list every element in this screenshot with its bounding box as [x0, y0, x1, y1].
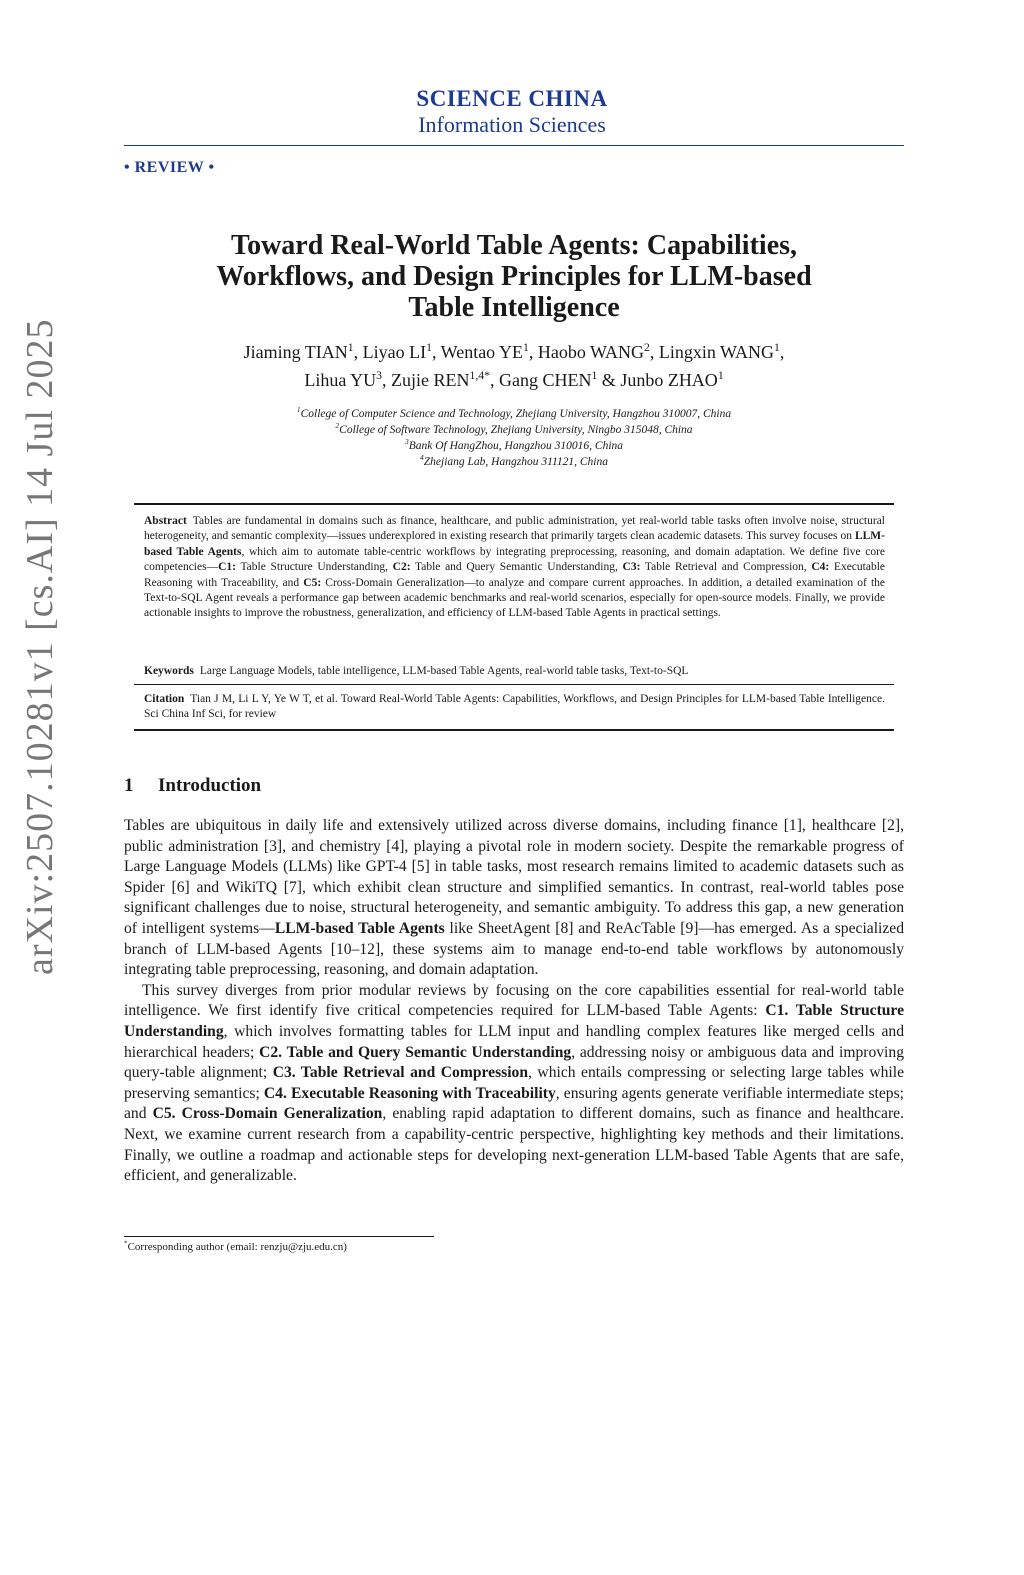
title-line: Workflows, and Design Principles for LLM-based — [216, 261, 812, 292]
journal-name: SCIENCE CHINA — [416, 86, 608, 111]
title-line: Table Intelligence — [408, 292, 620, 323]
paragraph: This survey diverges from prior modular reviews by focusing on the core capabilities essential for real-world table intelligence. We first identify five critical competencies required for LLM-based Table Agents: C1. Table Structure Understanding, which involves formatting tables for LLM input and handling complex features like merged cells and hierarchical headers; C2. Table and Query Semantic Understanding, addressing noisy or ambiguous data and improving query-table alignment; C3. Table Retrieval and Compression, which entails compressing or selecting large tables while preserving semantics; C4. Executable Reasoning with Traceability, ensuring agents generate verifiable intermediate steps; and C5. Cross-Domain Generalization, enabling rapid adaptation to different domains, such as finance and healthcare. Next, we examine current research from a capability-centric perspective, highlighting key methods and their limitations. Finally, we outline a roadmap and actionable steps for developing next-generation LLM-based Table Agents that are safe, efficient, and generalizable. — [124, 981, 904, 1185]
author-line: Jiaming TIAN$^1$, Liyao $LI^1$, Wentao $YE^1$, Haobo WANG$^2$, Lingxin WANG$^1$, — [243, 341, 785, 362]
author-affil-mark: 1 — [774, 341, 780, 354]
author-affil-mark: 1 — [347, 341, 354, 354]
author: Haobo WANG — [537, 342, 645, 362]
intro-body — [124, 816, 904, 1187]
author: Wentao YE — [440, 342, 524, 362]
author: Liyao LI — [362, 342, 427, 362]
author-affil-mark: 1 — [591, 369, 598, 382]
abstract-bottom-rule — [134, 729, 894, 731]
author: Lingxin WANG — [658, 342, 775, 362]
section-tag: • REVIEW • — [124, 159, 215, 176]
affiliation: $^2$College of Software Technology, Zhejiang University, Ningbo 315048, China — [335, 421, 693, 436]
arxiv-side-stamp-wrap — [18, 318, 78, 1575]
abstract: Abstract Tables are fundamental in domains such as finance, healthcare, and public administration, yet real-world table tasks often involve noise, structural heterogeneity, and semantic complexity—issues underexplored in existing research that primarily targets clean academic datasets. This survey focuses on LLM-based Table Agents, which aim to automate table-centric workflows by integrating preprocessing, reasoning, and domain adaptation. We define five core competencies—C1: Table Structure Understanding, C2: Table and Query Semantic Understanding, C3: Table Retrieval and Compression, C4: Executable Reasoning with Traceability, and C5: Cross-Domain Generalization—to analyze and compare current approaches. In addition, a detailed examination of the Text-to-SQL Agent reveals a performance gap between academic benchmarks and real-world scenarios, especially for open-source models. Finally, we provide actionable insights to improve the robustness, generalization, and efficiency of LLM-based Table Agents in practical settings. — [144, 515, 886, 620]
footnote: *Corresponding author (email: renzju@zju.edu.cn) — [124, 1239, 347, 1253]
paper-title — [124, 230, 904, 323]
author: Lihua YU — [304, 370, 377, 390]
author-affil-mark: 1,4* — [469, 369, 490, 382]
affiliation: $^1$College of Computer Science and Technology, Zhejiang University, Hangzhou 310007, China — [296, 405, 732, 420]
author-affil-mark: 1 — [523, 341, 529, 354]
abstract-top-rule — [134, 503, 894, 505]
author-ampersand: & — [601, 370, 616, 390]
author-line: Lihua $YU^3$, Zujie $REN^{1,4*}$, Gang CHEN$^1$ & Junbo ZHAO$^1$ — [304, 369, 724, 390]
section-heading — [124, 775, 261, 797]
citation-label: Citation — [144, 693, 185, 705]
title-line: Toward Real-World Table Agents: Capabilities, — [230, 230, 798, 261]
section-title: Introduction — [158, 775, 262, 796]
keywords-rule — [134, 684, 894, 685]
paragraph: Tables are ubiquitous in daily life and extensively utilized across diverse domains, including finance [1], healthcare [2], public administration [3], and chemistry [4], playing a pivotal role in modern society. Despite the remarkable progress of Large Language Models (LLMs) like GPT-4 [5] in table tasks, most research remains limited to academic datasets such as Spider [6] and WikiTQ [7], which exhibit clean structure and simplified semantics. In contrast, real-world tables pose significant challenges due to noise, structural heterogeneity, and semantic ambiguity. To address this gap, a new generation of intelligent systems—LLM-based Table Agents like SheetAgent [8] and ReAcTable [9]—has emerged. As a specialized branch of LLM-based Agents [10–12], these systems aim to manage end-to-end table workflows by autonomously integrating table preprocessing, reasoning, and domain adaptation. — [124, 817, 905, 979]
author-affil-mark: 1 — [426, 341, 432, 354]
journal-subtitle: Information Sciences — [418, 112, 606, 137]
abstract-label: Abstract — [144, 515, 187, 527]
citation: Citation Tian J M, Li L Y, Ye W T, et al. Toward Real-World Table Agents: Capabilities, Workflows, and Design Principles for LLM-based Table Intelligence. Sci China Inf Sci, for review — [144, 693, 885, 721]
author-list — [124, 338, 904, 394]
section-number: 1 — [124, 775, 134, 796]
author: Junbo ZHAO — [620, 370, 718, 390]
author-affil-mark: 2 — [644, 341, 650, 354]
affiliations — [124, 406, 904, 470]
affiliation: $^4$Zhejiang Lab, Hangzhou 311121, China — [420, 453, 608, 468]
author-affil-mark: 1 — [717, 369, 724, 382]
author: Zujie REN — [391, 370, 470, 390]
keywords-label: Keywords — [144, 665, 194, 677]
keywords: Keywords Large Language Models, table intelligence, LLM-based Table Agents, real-world table tasks, Text-to-SQL — [144, 665, 689, 677]
author: Jiaming TIAN — [243, 342, 348, 362]
author: Gang CHEN — [498, 370, 592, 390]
footnote-rule — [124, 1236, 434, 1237]
author-affil-mark: 3 — [376, 369, 382, 382]
affiliation: $^3$Bank Of HangZhou, Hangzhou 310016, China — [404, 437, 624, 452]
header-rule — [124, 145, 904, 146]
arxiv-side-stamp: arXiv:2507.10281v1 [cs.AI] 14 Jul 2025 — [19, 318, 61, 975]
